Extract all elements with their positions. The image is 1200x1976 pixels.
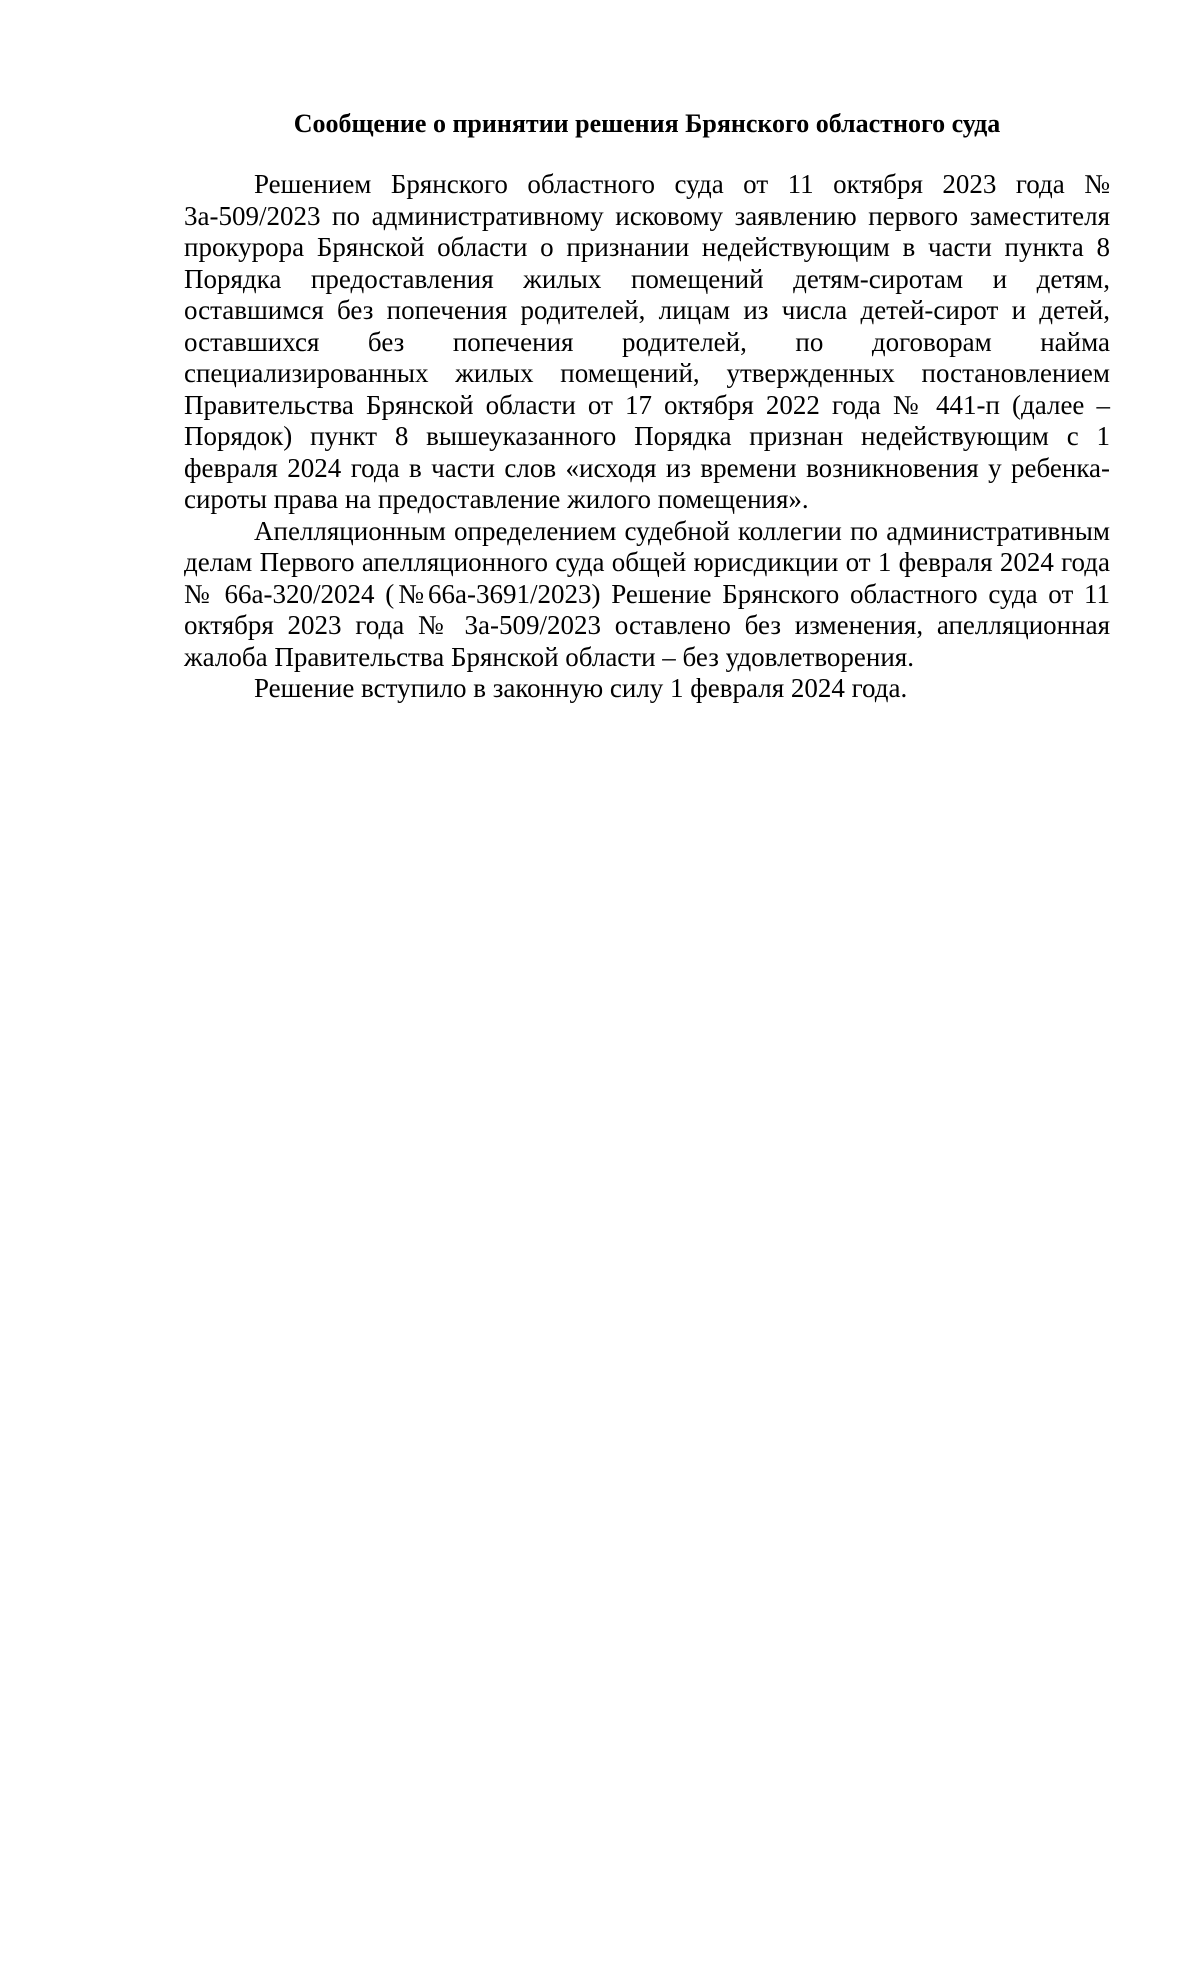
paragraph-effective-date: Решение вступило в законную силу 1 февраля 2024 года. — [254, 673, 908, 703]
paragraph-decision: Решением Брянского областного суда от 11 октября 2023 года № 3а-509/2023 по административному исковому заявлению первого заместителя прокурора Брянской области о признании недействующим в части пункта 8 Порядка предоставления жилых помещений детям-сиротам и детям, оставшимся без попечения родителей, лицам из числа детей-сирот и детей, оставшихся без попечения родителей, по договорам найма специализированных жилых помещений, утвержденных постановлением Правительства Брянской области от 17 октября 2022 года № 441-п (далее – Порядок) пункт 8 вышеуказанного Порядка признан недействующим с 1 февраля 2024 года в части слов «исходя из времени возникновения у ребенка-сироты права на предоставление жилого помещения». — [184, 169, 1110, 514]
document-title: Сообщение о принятии решения Брянского областного суда — [293, 109, 1001, 138]
document-body — [184, 108, 1110, 705]
paragraph-appeal: Апелляционным определением судебной коллегии по административным делам Первого апелляционного суда общей юрисдикции от 1 февраля 2024 года № 66а-320/2024 (№66а-3691/2023) Решение Брянского областного суда от 11 октября 2023 года № 3а-509/2023 оставлено без изменения, апелляционная жалоба Правительства Брянской области – без удовлетворения. — [184, 515, 1110, 672]
